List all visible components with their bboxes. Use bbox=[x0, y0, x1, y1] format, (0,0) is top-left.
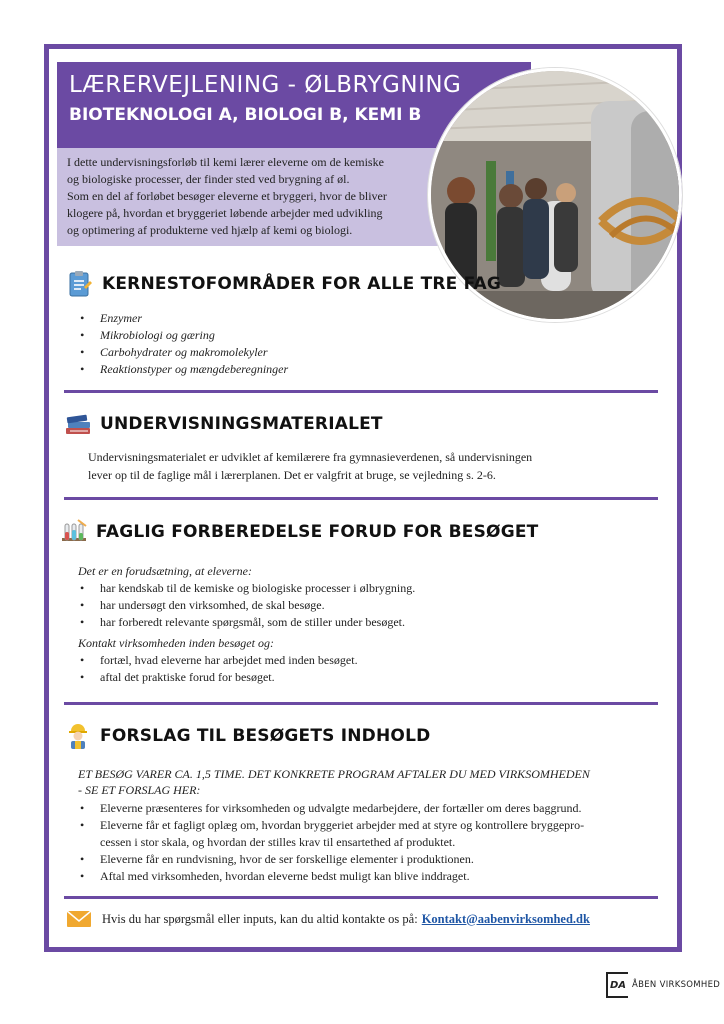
list-item: • har forberedt relevante spørgsmål, som de stiller under besøget. bbox=[78, 614, 648, 631]
list-item: • har kendskab til de kemiske og biologiske processer i ølbrygning. bbox=[78, 580, 648, 597]
forberedelse-intro: Det er en forudsætning, at eleverne: bbox=[78, 564, 252, 578]
divider bbox=[64, 497, 658, 500]
section-forslag-heading bbox=[64, 722, 430, 750]
clipboard-icon bbox=[66, 270, 94, 298]
section-forberedelse-heading bbox=[60, 518, 538, 546]
divider bbox=[64, 702, 658, 705]
forberedelse-list-1 bbox=[78, 580, 648, 631]
materiale-text bbox=[88, 448, 532, 484]
intro-box bbox=[57, 148, 452, 246]
test-tubes-icon bbox=[60, 518, 88, 546]
aaben-virksomhed-logo bbox=[606, 972, 720, 998]
forslag-intro: ET BESØG VARER CA. 1,5 TIME. DET KONKRETE PROGRAM AFTALER DU MED VIRKSOMHEDEN bbox=[78, 767, 590, 781]
list-item: • fortæl, hvad eleverne har arbejdet med inden besøget. bbox=[78, 652, 648, 669]
intro-line: klogere på, hvordan et bryggeriet løbende arbejder med udvikling bbox=[67, 206, 383, 220]
divider bbox=[64, 896, 658, 899]
list-item: • har undersøgt den virksomhed, de skal besøge. bbox=[78, 597, 648, 614]
list-item: • Carbohydrater og makromolekyler bbox=[78, 344, 288, 361]
forberedelse-title: FAGLIG FORBEREDELSE FORUD FOR BESØGET bbox=[96, 522, 539, 542]
forberedelse-list-2 bbox=[78, 652, 648, 686]
list-item: • Enzymer bbox=[78, 310, 288, 327]
page-subtitle: BIOTEKNOLOGI A, BIOLOGI B, KEMI B bbox=[69, 105, 422, 125]
books-icon bbox=[64, 410, 92, 438]
worker-icon bbox=[64, 722, 92, 750]
list-item: • Eleverne får et fagligt oplæg om, hvordan bryggeriet arbejder med at styre og kontrollere bryggepro- cessen i stor skala, og hvordan der stilles krav til ensartethed af produktet. bbox=[78, 817, 658, 851]
contact-email-link[interactable]: Kontakt@aabenvirksomhed.dk bbox=[421, 911, 590, 926]
forberedelse-intro-2: Kontakt virksomheden inden besøget og: bbox=[78, 636, 274, 650]
page-title: LÆRERVEJLENING - ØLBRYGNING bbox=[69, 72, 462, 98]
forslag-list bbox=[78, 800, 658, 885]
materiale-line: lever op til de faglige mål i lærerplanen. Det er valgfrit at bruge, se vejledning s. 2-6. bbox=[88, 468, 496, 482]
forslag-content bbox=[78, 766, 658, 885]
list-item: • Mikrobiologi og gæring bbox=[78, 327, 288, 344]
envelope-icon bbox=[66, 910, 92, 928]
list-item: • Eleverne får en rundvisning, hvor de ser forskellige elementer i produktionen. bbox=[78, 851, 658, 868]
section-kernestof-heading bbox=[66, 270, 501, 298]
intro-line: Som en del af forløbet besøger eleverne et bryggeri, hvor de bliver bbox=[67, 189, 387, 203]
kernestof-list bbox=[78, 310, 288, 378]
intro-line: I dette undervisningsforløb til kemi lærer eleverne om de kemiske bbox=[67, 155, 384, 169]
intro-line: og biologiske processer, der finder sted ved brygning af øl. bbox=[67, 172, 350, 186]
divider bbox=[64, 390, 658, 393]
list-item: • Eleverne præsenteres for virksomheden og udvalgte medarbejdere, der fortæller om deres baggrund. bbox=[78, 800, 658, 817]
forslag-title: FORSLAG TIL BESØGETS INDHOLD bbox=[100, 726, 431, 746]
list-item: • aftal det praktiske forud for besøget. bbox=[78, 669, 648, 686]
list-item: • Reaktionstyper og mængdeberegninger bbox=[78, 361, 288, 378]
forberedelse-content bbox=[78, 563, 648, 686]
logo-text: ÅBEN VIRKSOMHED bbox=[632, 980, 721, 990]
intro-line: og optimering af produkterne ved hjælp af kemi og biologi. bbox=[67, 223, 353, 237]
forslag-intro-2: - SE ET FORSLAG HER: bbox=[78, 783, 201, 797]
materiale-line: Undervisningsmaterialet er udviklet af kemilærere fra gymnasieverdenen, så undervisningen bbox=[88, 450, 533, 464]
kernestof-title: KERNESTOFOMRÅDER FOR ALLE TRE FAG bbox=[102, 274, 501, 294]
materiale-title: UNDERVISNINGSMATERIALET bbox=[100, 414, 383, 434]
list-item: • Aftal med virksomheden, hvordan eleverne bedst muligt kan blive inddraget. bbox=[78, 868, 658, 885]
logo-mark: DA bbox=[606, 972, 628, 998]
contact-line bbox=[66, 910, 590, 928]
contact-text: Hvis du har spørgsmål eller inputs, kan du altid kontakte os på: bbox=[102, 911, 418, 926]
section-materiale-heading bbox=[64, 410, 383, 438]
